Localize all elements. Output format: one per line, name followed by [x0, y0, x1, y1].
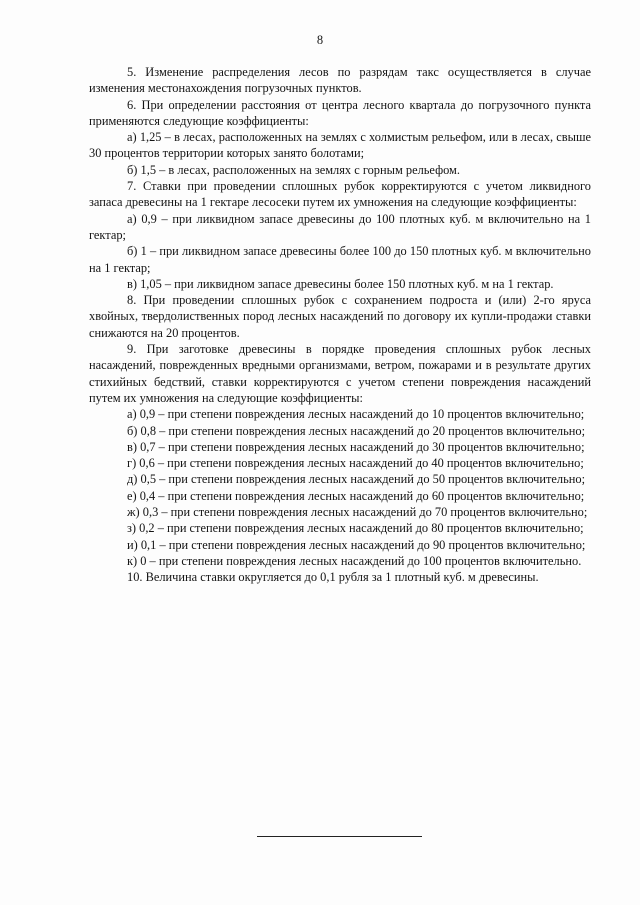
paragraph-item-6: 6. При определении расстояния от центра лесного квартала до погрузочного пункта применяются следующие коэффициенты: [89, 97, 591, 128]
paragraph-item-9d: г) 0,6 – при степени повреждения лесных насаждений до 40 процентов включительно; [127, 456, 584, 471]
paragraph-item-9f: е) 0,4 – при степени повреждения лесных насаждений до 60 процентов включительно; [127, 488, 585, 503]
paragraph-item-9b: б) 0,8 – при степени повреждения лесных насаждений до 20 процентов включительно; [127, 423, 586, 438]
end-divider-line [257, 836, 422, 837]
paragraph-item-7: 7. Ставки при проведении сплошных рубок корректируются с учетом ликвидного запаса древесины на 1 гектаре лесосеки путем их умножения на следующие коэффициенты: [89, 179, 591, 210]
paragraph-item-9e: д) 0,5 – при степени повреждения лесных насаждений до 50 процентов включительно; [127, 472, 586, 487]
paragraph-item-6a: а) 1,25 – в лесах, расположенных на землях с холмистым рельефом, или в лесах, свыше 30 процентов территории которых занято болотами; [89, 130, 591, 161]
paragraph-item-6b: б) 1,5 – в лесах, расположенных на землях с горным рельефом. [127, 162, 460, 177]
paragraph-item-8: 8. При проведении сплошных рубок с сохранением подроста и (или) 2-го яруса хвойных, твердолиственных пород лесных насаждений по договору их купли-продажи ставки снижаются на 20 процентов. [89, 293, 591, 340]
paragraph-item-9c: в) 0,7 – при степени повреждения лесных насаждений до 30 процентов включительно; [127, 439, 585, 454]
paragraph-item-7a: а) 0,9 – при ликвидном запасе древесины до 100 плотных куб. м включительно на 1 гектар; [89, 211, 591, 242]
paragraph-item-10: 10. Величина ставки округляется до 0,1 рубля за 1 плотный куб. м древесины. [127, 570, 539, 585]
paragraph-item-5: 5. Изменение распределения лесов по разрядам такс осуществляется в случае изменения местонахождения погрузочных пунктов. [89, 65, 591, 96]
page-number: 8 [316, 33, 324, 47]
paragraph-item-9a: а) 0,9 – при степени повреждения лесных насаждений до 10 процентов включительно; [127, 407, 585, 422]
paragraph-item-9h: з) 0,2 – при степени повреждения лесных насаждений до 80 процентов включительно; [127, 521, 584, 536]
paragraph-item-9g: ж) 0,3 – при степени повреждения лесных насаждений до 70 процентов включительно; [127, 505, 588, 520]
paragraph-item-7c: в) 1,05 – при ликвидном запасе древесины более 150 плотных куб. м на 1 гектар. [127, 276, 554, 291]
paragraph-item-9k: к) 0 – при степени повреждения лесных насаждений до 100 процентов включительно. [127, 553, 582, 568]
paragraph-item-9: 9. При заготовке древесины в порядке проведения сплошных рубок лесных насаждений, поврежденных вредными организмами, ветром, пожарами и в результате других стихийных бедствий, ставки корректируются с учетом степени повреждения насаждений путем их умножения на следующие коэффициенты: [89, 342, 591, 405]
paragraph-item-7b: б) 1 – при ликвидном запасе древесины более 100 до 150 плотных куб. м включительно на 1 гектар; [89, 244, 591, 275]
document-body [89, 64, 591, 586]
paragraph-item-9i: и) 0,1 – при степени повреждения лесных насаждений до 90 процентов включительно; [127, 537, 586, 552]
